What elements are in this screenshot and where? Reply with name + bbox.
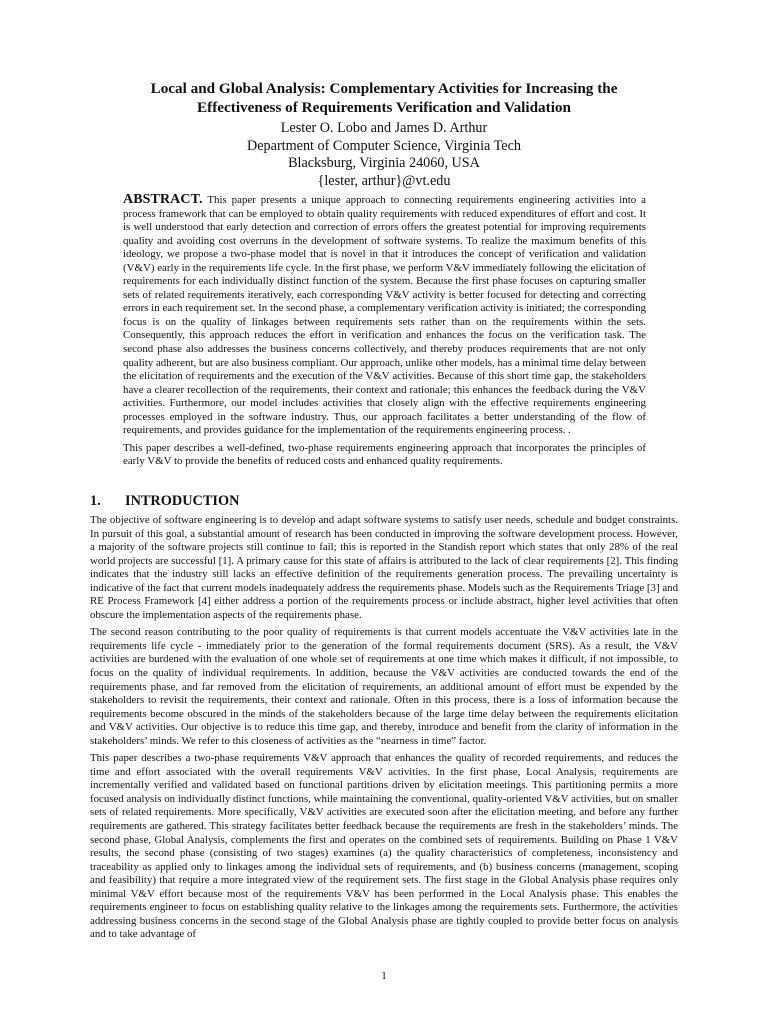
introduction-body [90,514,678,942]
abstract-text-1: This paper presents a unique approach to connecting requirements engineering activities into a process framework that can be employed to obtain quality requirements with reduced expenditures of effort and cost. It is well understood that early detection and correction of errors offers the greatest potential for improving requirements quality and avoiding cost overruns in the development of software systems. To realize the maximum benefits of this ideology, we propose a two-phase model that is novel in that it introduces the concept of verification and validation (V&V) early in the requirements life cycle. In the first phase, we perform V&V immediately following the elicitation of requirements for each individually distinct function of the system. Because the first phase focuses on capturing smaller sets of related requirements iteratively, each corresponding V&V activity is better focused for detecting and correcting errors in each requirement set. In the second phase, a complementary verification activity is initiated; the corresponding focus is on the quality of linkages between requirements sets rather than on the requirements within the sets. Consequently, this approach reduces the effort in verification and enhances the focus on the verification task. The second phase also addresses the business concerns collectively, and thereby produces requirements that are not only quality adherent, but are also business compliant. Our approach, unlike other models, has a minimal time delay between the elicitation of requirements and the execution of the V&V activities. Because of this short time gap, the stakeholders have a clearer recollection of the requirements, their context and rationale; this enhances the feedback during the V&V activities. Furthermore, our model includes activities that closely align with the effective requirements engineering processes employed in the software industry. Thus, our approach facilitates a better understanding of the flow of requirements, and provides guidance for the implementation of the requirements engineering process. . [123,194,646,437]
abstract-heading: ABSTRACT. [123,192,203,207]
abstract [123,193,646,469]
intro-paragraph-2: The second reason contributing to the poor quality of requirements is that current models accentuate the V&V activities late in the requirements life cycle - immediately prior to the generation of the formal requirements document (SRS). As a result, the V&V activities are burdened with the evaluation of one whole set of requirements at one time which makes it difficult, if not impossible, to focus on the quality of individual requirements. In addition, because the V&V activities are conducted towards the end of the requirements phase, and far removed from the elicitation of requirements, an additional amount of effort must be expended by the stakeholders to revisit the requirements, their context and rationale. Often in this process, there is a loss of information because the requirements become obscured in the minds of the stakeholders because of the large time delay between the requirements elicitation and V&V activities. Our objective is to reduce this time gap, and thereby, introduce and benefit from the clarity of information in the stakeholders’ minds. We refer to this closeness of activities as the “nearness in time” factor. [90,626,678,747]
paper-title-line-1: Local and Global Analysis: Complementary Activities for Increasing the [150,80,618,97]
author-names: Lester O. Lobo and James D. Arthur [280,120,488,136]
section-title: INTRODUCTION [125,493,240,509]
abstract-paragraph-1 [123,193,646,438]
author-block [60,120,708,190]
author-email: {lester, arthur}@vt.edu [317,172,451,189]
abstract-paragraph-2: This paper describes a well-defined, two-phase requirements engineering approach that incorporates the principles of early V&V to provide the benefits of reduced costs and enhanced quality requirements. [123,441,646,468]
section-heading-introduction [90,493,239,510]
page-number: 1 [381,970,387,982]
paper-title [60,79,708,117]
intro-paragraph-1: The objective of software engineering is to develop and adapt software systems to satisfy user needs, schedule and budget constraints. In pursuit of this goal, a substantial amount of research has been conducted in improving the software development process. However, a majority of the software projects still continue to fail; this is reported in the Standish report which states that only 28% of the real world projects are successful [1]. A primary cause for this state of affairs is attributed to the lack of clear requirements [2]. This finding indicates that the industry still lacks an effective definition of the requirements generation process. The prevailing uncertainty is indicative of the fact that current models inadequately address the requirements phase. Models such as the Requirements Triage [3] and RE Process Framework [4] either address a portion of the requirements process or include abstract, higher level activities that often obscure the implementation aspects of the requirements phase. [90,514,678,621]
author-department: Department of Computer Science, Virginia Tech [247,137,521,154]
paper-title-line-2: Effectiveness of Requirements Verification and Validation [197,99,571,116]
section-number: 1. [90,493,101,509]
author-location: Blacksburg, Virginia 24060, USA [288,155,480,171]
intro-paragraph-3: This paper describes a two-phase requirements V&V approach that enhances the quality of recorded requirements, and reduces the time and effort associated with the overall requirements V&V activities. In the first phase, Local Analysis, requirements are incrementally verified and validated based on functional partitions driven by elicitation meetings. This partitioning permits a more focused analysis on individually distinct functions, while maintaining the conventional, quality-oriented V&V activities, but on smaller sets of related requirements. More specifically, V&V activities are executed soon after the elicitation meeting, and before any further requirements are gathered. This strategy facilitates better feedback because the requirements are fresh in the stakeholders’ minds. The second phase, Global Analysis, complements the first and operates on the combined sets of requirements. Building on Phase 1 V&V results, the second phase (consisting of two stages) examines (a) the quality characteristics of completeness, inconsistency and traceability as applied only to linkages among the individual sets of requirements, and (b) business concerns (management, scoping and feasibility) that require a more integrated view of the requirement sets. The first stage in the Global Analysis phase requires only minimal V&V effort because most of the requirements V&V has been performed in the Local Analysis phase. This enables the requirements engineer to focus on establishing quality relative to the linkages among the requirements sets. Furthermore, the activities addressing business concerns in the second stage of the Global Analysis phase are tightly coupled to provide better focus on analysis and to take advantage of [90,752,678,941]
